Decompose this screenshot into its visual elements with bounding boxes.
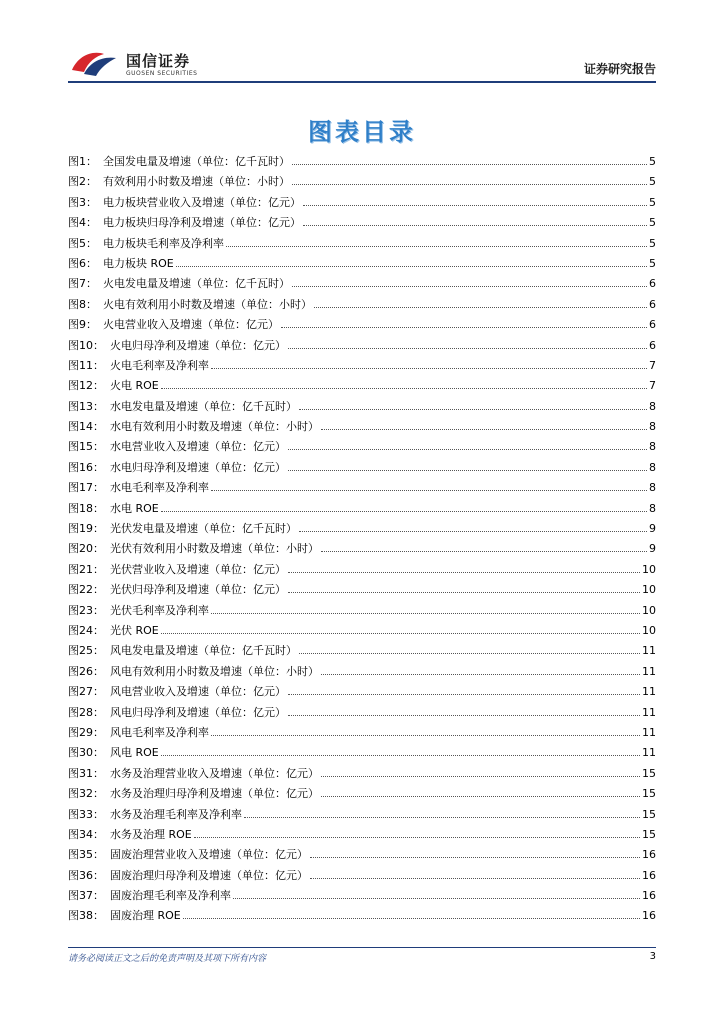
toc-page-number: 8 (649, 420, 656, 434)
toc-leader-dots (211, 490, 647, 491)
toc-figure-number: 图22： (68, 583, 104, 597)
toc-leader-dots (194, 837, 640, 838)
toc-figure-number: 图15： (68, 440, 104, 454)
toc-page-number: 11 (642, 664, 656, 678)
toc-leader-dots (303, 205, 647, 206)
guosen-logo-icon (70, 48, 118, 78)
toc-figure-number: 图27： (68, 685, 104, 699)
toc-figure-number: 图32： (68, 787, 104, 801)
header-divider (68, 81, 656, 83)
toc-page-number: 16 (642, 909, 656, 923)
toc-leader-dots (292, 184, 647, 185)
toc-figure-number: 图4： (68, 216, 97, 230)
toc-entry[interactable] (68, 499, 656, 519)
toc-entry[interactable] (68, 825, 656, 845)
toc-figure-number: 图21： (68, 562, 104, 576)
toc-entry[interactable] (68, 234, 656, 254)
toc-entry[interactable] (68, 213, 656, 233)
toc-leader-dots (288, 592, 640, 593)
toc-leader-dots (321, 776, 640, 777)
toc-figure-number: 图18： (68, 501, 104, 515)
toc-page-number: 8 (649, 460, 656, 474)
toc-figure-title: 电力板块 ROE (103, 256, 174, 270)
toc-entry[interactable] (68, 539, 656, 559)
toc-figure-number: 图17： (68, 481, 104, 495)
toc-entry[interactable] (68, 254, 656, 274)
toc-entry[interactable] (68, 274, 656, 294)
toc-leader-dots (299, 531, 647, 532)
toc-leader-dots (310, 878, 640, 879)
toc-page-number: 11 (642, 644, 656, 658)
toc-page-number: 15 (642, 787, 656, 801)
toc-figure-number: 图37： (68, 889, 104, 903)
toc-figure-number: 图3： (68, 195, 97, 209)
toc-page-number: 15 (642, 827, 656, 841)
toc-leader-dots (288, 715, 640, 716)
toc-figure-title: 固废治理营业收入及增速（单位：亿元） (110, 848, 308, 862)
toc-page-number: 16 (642, 848, 656, 862)
toc-figure-title: 水务及治理营业收入及增速（单位：亿元） (110, 766, 319, 780)
toc-figure-number: 图26： (68, 664, 104, 678)
toc-figure-title: 风电发电量及增速（单位：亿千瓦时） (110, 644, 297, 658)
toc-entry[interactable] (68, 397, 656, 417)
toc-figure-number: 图9： (68, 318, 97, 332)
toc-figure-number: 图12： (68, 379, 104, 393)
toc-entry[interactable] (68, 560, 656, 580)
toc-figure-title: 火电发电量及增速（单位：亿千瓦时） (103, 277, 290, 291)
toc-figure-number: 图33： (68, 807, 104, 821)
toc-entry[interactable] (68, 886, 656, 906)
toc-figure-title: 电力板块毛利率及净利率 (103, 236, 224, 250)
toc-figure-title: 风电 ROE (110, 746, 159, 760)
toc-figure-title: 固废治理归母净利及增速（单位：亿元） (110, 868, 308, 882)
toc-figure-number: 图38： (68, 909, 104, 923)
toc-leader-dots (161, 388, 647, 389)
toc-figure-number: 图5： (68, 236, 97, 250)
toc-figure-title: 水电有效利用小时数及增速（单位：小时） (110, 420, 319, 434)
toc-figure-title: 有效利用小时数及增速（单位：小时） (103, 175, 290, 189)
toc-page-number: 5 (649, 216, 656, 230)
toc-leader-dots (281, 327, 647, 328)
toc-entry[interactable] (68, 152, 656, 172)
toc-figure-title: 火电营业收入及增速（单位：亿元） (103, 318, 279, 332)
toc-figure-number: 图6： (68, 256, 97, 270)
toc-figure-number: 图13： (68, 399, 104, 413)
toc-page-number: 16 (642, 889, 656, 903)
toc-figure-title: 固废治理 ROE (110, 909, 181, 923)
toc-figure-number: 图34： (68, 827, 104, 841)
toc-leader-dots (211, 368, 647, 369)
toc-leader-dots (288, 572, 640, 573)
toc-figure-number: 图7： (68, 277, 97, 291)
toc-leader-dots (161, 511, 647, 512)
toc-figure-title: 水电 ROE (110, 501, 159, 515)
toc-figure-number: 图8： (68, 297, 97, 311)
toc-figure-number: 图10： (68, 338, 104, 352)
toc-figure-title: 水电营业收入及增速（单位：亿元） (110, 440, 286, 454)
toc-figure-number: 图24： (68, 623, 104, 637)
toc-page-number: 11 (642, 746, 656, 760)
toc-page-number: 5 (649, 155, 656, 168)
toc-figure-title: 全国发电量及增速（单位：亿千瓦时） (103, 155, 290, 168)
toc-entry[interactable] (68, 845, 656, 865)
toc-entry[interactable] (68, 458, 656, 478)
page-number: 3 (649, 951, 656, 962)
toc-entry[interactable] (68, 193, 656, 213)
toc-figure-title: 风电营业收入及增速（单位：亿元） (110, 685, 286, 699)
toc-leader-dots (299, 409, 647, 410)
toc-page-number: 10 (642, 562, 656, 576)
toc-entry[interactable] (68, 519, 656, 539)
toc-figure-title: 火电归母净利及增速（单位：亿元） (110, 338, 286, 352)
page-header (68, 44, 656, 82)
toc-leader-dots (321, 674, 640, 675)
toc-entry[interactable] (68, 315, 656, 335)
toc-page-number: 11 (642, 725, 656, 739)
toc-entry[interactable] (68, 682, 656, 702)
toc-figure-number: 图25： (68, 644, 104, 658)
toc-page-number: 10 (642, 603, 656, 617)
toc-leader-dots (314, 307, 647, 308)
toc-page-number: 15 (642, 807, 656, 821)
toc-figure-title: 水电归母净利及增速（单位：亿元） (110, 460, 286, 474)
toc-page-number: 8 (649, 440, 656, 454)
toc-entry[interactable] (68, 805, 656, 825)
toc-entry[interactable] (68, 866, 656, 886)
toc-leader-dots (244, 817, 640, 818)
toc-entry[interactable] (68, 376, 656, 396)
toc-figure-title: 水电毛利率及净利率 (110, 481, 209, 495)
toc-leader-dots (183, 918, 640, 919)
toc-figure-number: 图28： (68, 705, 104, 719)
toc-figure-number: 图36： (68, 868, 104, 882)
toc-page-number: 8 (649, 399, 656, 413)
toc-figure-title: 火电 ROE (110, 379, 159, 393)
logo-text-cn: 国信证券 (126, 52, 191, 70)
toc-page-number: 6 (649, 277, 656, 291)
toc-figure-title: 固废治理毛利率及净利率 (110, 889, 231, 903)
toc-page-number: 6 (649, 318, 656, 332)
toc-page-number: 8 (649, 501, 656, 515)
disclaimer-text: 请务必阅读正文之后的免责声明及其项下所有内容 (68, 954, 267, 964)
toc-figure-number: 图14： (68, 420, 104, 434)
toc-leader-dots (176, 266, 647, 267)
toc-entry[interactable] (68, 356, 656, 376)
toc-figure-number: 图1： (68, 155, 97, 168)
toc-page-number: 8 (649, 481, 656, 495)
toc-figure-title: 水务及治理 ROE (110, 827, 192, 841)
toc-page-number: 5 (649, 256, 656, 270)
toc-leader-dots (321, 551, 647, 552)
toc-leader-dots (299, 653, 640, 654)
toc-figure-title: 水务及治理毛利率及净利率 (110, 807, 242, 821)
footer-divider (68, 947, 656, 948)
toc-figure-title: 火电毛利率及净利率 (110, 358, 209, 372)
toc-leader-dots (292, 164, 647, 165)
figure-table-of-contents (68, 152, 656, 927)
toc-page-number: 5 (649, 175, 656, 189)
toc-entry[interactable] (68, 743, 656, 763)
toc-leader-dots (161, 633, 640, 634)
toc-page-number: 6 (649, 297, 656, 311)
toc-figure-title: 电力板块营业收入及增速（单位：亿元） (103, 195, 301, 209)
toc-figure-title: 光伏 ROE (110, 623, 159, 637)
toc-entry[interactable] (68, 437, 656, 457)
toc-figure-title: 火电有效利用小时数及增速（单位：小时） (103, 297, 312, 311)
toc-leader-dots (321, 429, 647, 430)
toc-figure-title: 光伏营业收入及增速（单位：亿元） (110, 562, 286, 576)
toc-entry[interactable] (68, 478, 656, 498)
toc-page-number: 15 (642, 766, 656, 780)
toc-page-number: 16 (642, 868, 656, 882)
toc-leader-dots (226, 246, 647, 247)
toc-entry[interactable] (68, 295, 656, 315)
toc-entry[interactable] (68, 703, 656, 723)
toc-figure-title: 光伏归母净利及增速（单位：亿元） (110, 583, 286, 597)
toc-page-number: 5 (649, 236, 656, 250)
toc-leader-dots (211, 613, 640, 614)
toc-leader-dots (211, 735, 640, 736)
toc-figure-number: 图2： (68, 175, 97, 189)
toc-figure-title: 水务及治理归母净利及增速（单位：亿元） (110, 787, 319, 801)
toc-figure-title: 水电发电量及增速（单位：亿千瓦时） (110, 399, 297, 413)
toc-entry[interactable] (68, 784, 656, 804)
toc-leader-dots (233, 898, 640, 899)
toc-entry[interactable] (68, 662, 656, 682)
toc-page-number: 11 (642, 685, 656, 699)
toc-page-number: 6 (649, 338, 656, 352)
toc-figure-number: 图19： (68, 522, 104, 536)
toc-leader-dots (288, 694, 640, 695)
toc-figure-number: 图35： (68, 848, 104, 862)
toc-entry[interactable] (68, 172, 656, 192)
toc-figure-title: 风电归母净利及增速（单位：亿元） (110, 705, 286, 719)
guosen-logo (68, 44, 228, 80)
toc-leader-dots (161, 755, 640, 756)
toc-page-number: 10 (642, 583, 656, 597)
report-type-label: 证券研究报告 (583, 62, 656, 76)
toc-leader-dots (321, 796, 640, 797)
toc-entry[interactable] (68, 621, 656, 641)
toc-leader-dots (288, 449, 647, 450)
toc-leader-dots (292, 286, 647, 287)
logo-text-en: GUOSEN SECURITIES (126, 70, 198, 77)
toc-page-number: 9 (649, 542, 656, 556)
toc-page-number: 11 (642, 705, 656, 719)
toc-page-number: 9 (649, 522, 656, 536)
toc-figure-title: 风电毛利率及净利率 (110, 725, 209, 739)
toc-leader-dots (288, 348, 647, 349)
toc-entry[interactable] (68, 580, 656, 600)
toc-figure-number: 图23： (68, 603, 104, 617)
toc-figure-number: 图16： (68, 460, 104, 474)
toc-leader-dots (288, 470, 647, 471)
toc-figure-number: 图29： (68, 725, 104, 739)
toc-figure-title: 电力板块归母净利及增速（单位：亿元） (103, 216, 301, 230)
toc-figure-number: 图31： (68, 766, 104, 780)
toc-entry[interactable] (68, 723, 656, 743)
toc-entry[interactable] (68, 417, 656, 437)
toc-leader-dots (303, 225, 647, 226)
toc-page-number: 10 (642, 623, 656, 637)
toc-entry[interactable] (68, 641, 656, 661)
toc-entry[interactable] (68, 601, 656, 621)
toc-figure-title: 光伏有效利用小时数及增速（单位：小时） (110, 542, 319, 556)
toc-figure-number: 图11： (68, 358, 104, 372)
toc-figure-title: 风电有效利用小时数及增速（单位：小时） (110, 664, 319, 678)
toc-entry[interactable] (68, 906, 656, 926)
toc-page-number: 5 (649, 195, 656, 209)
toc-entry[interactable] (68, 336, 656, 356)
toc-figure-number: 图30： (68, 746, 104, 760)
toc-figure-number: 图20： (68, 542, 104, 556)
toc-page-number: 7 (649, 379, 656, 393)
toc-figure-title: 光伏发电量及增速（单位：亿千瓦时） (110, 522, 297, 536)
toc-figure-title: 光伏毛利率及净利率 (110, 603, 209, 617)
toc-leader-dots (310, 857, 640, 858)
toc-page-number: 7 (649, 358, 656, 372)
toc-entry[interactable] (68, 764, 656, 784)
page-title: 图表目录 (308, 118, 416, 146)
